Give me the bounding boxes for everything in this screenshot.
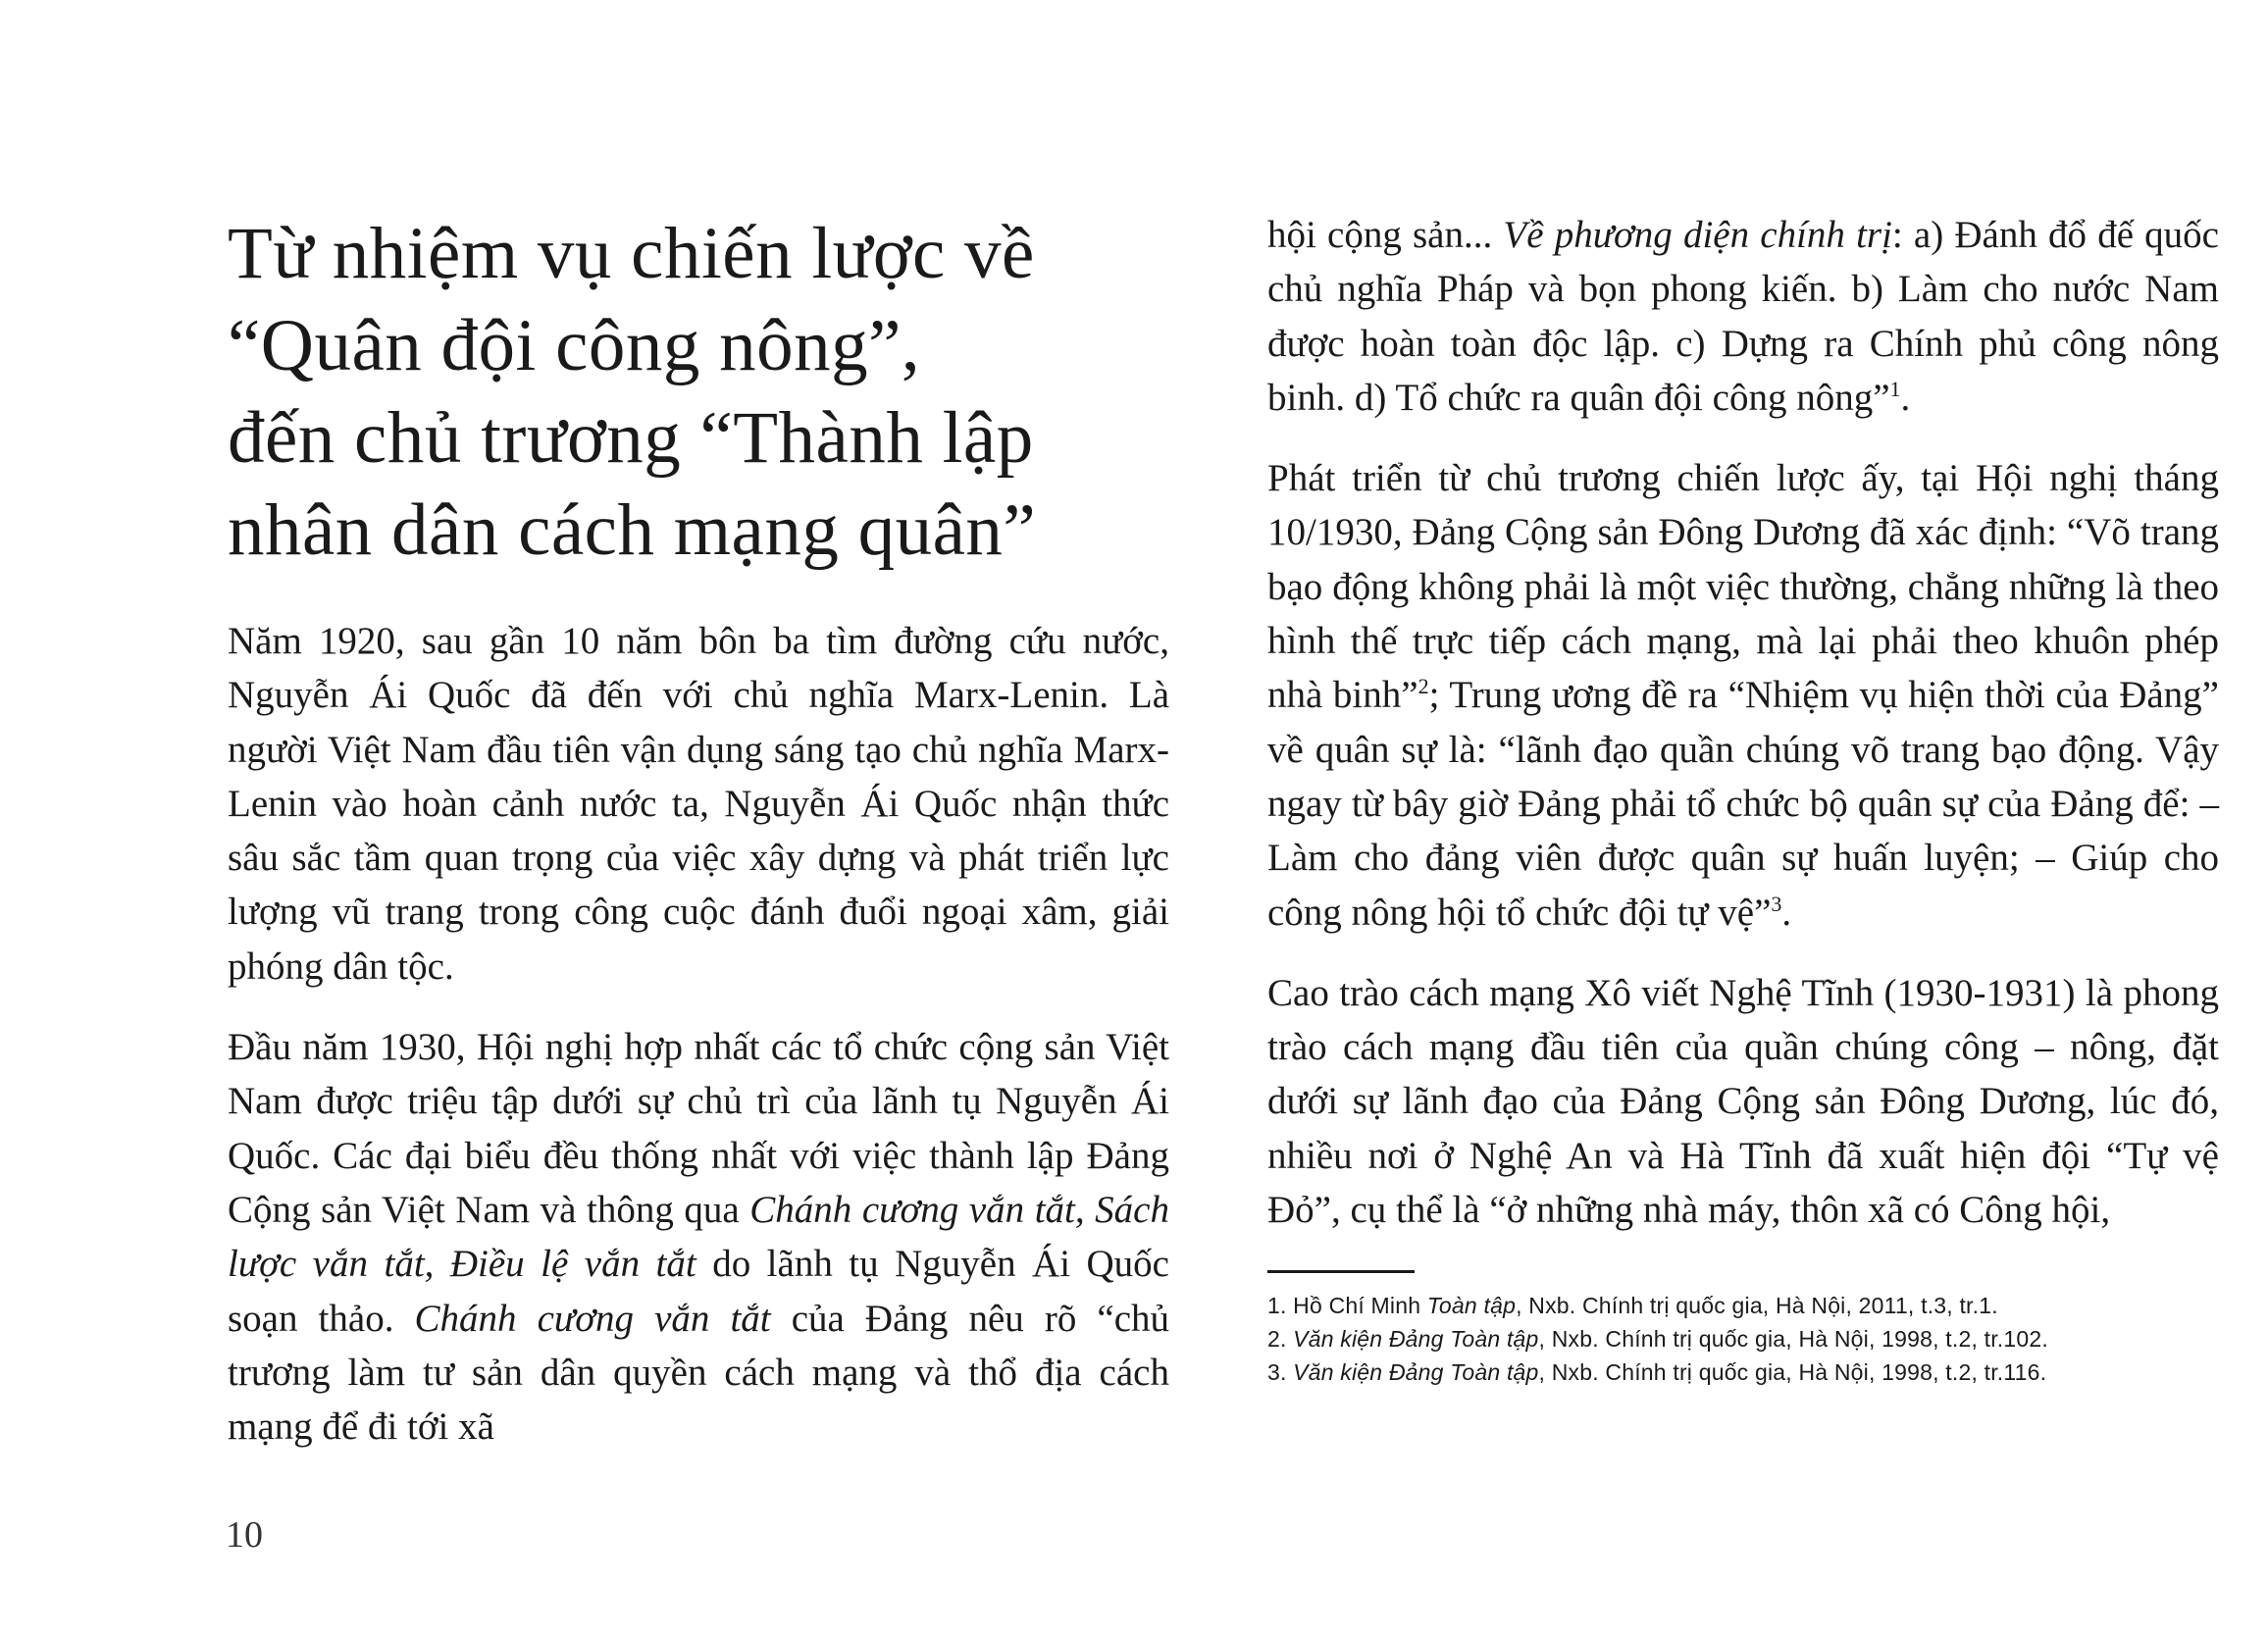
italic-title: Chánh cương vắn tắt [414, 1297, 771, 1340]
right-column [1267, 208, 2219, 1389]
text-run: do lãnh tụ Nguyễn Ái Quốc soạn thảo. [228, 1243, 1169, 1340]
italic-phrase: Về phương diện chính trị [1503, 214, 1892, 256]
footnote-title: Toàn tập [1426, 1293, 1517, 1319]
text-run: Phát triển từ chủ trương chiến lược ấy, tại Hội nghị tháng 10/1930, Đảng Cộng sản Đông Dương đã xác định: “Võ trang bạo động không phải là một việc thường, chẳng những là theo hình thế trực tiếp cách mạng, mà lại phải theo khuôn phép nhà binh” [1267, 457, 2219, 717]
text-run: hội cộng sản... [1267, 214, 1504, 256]
footnote-title: Văn kiện Đảng Toàn tập [1293, 1326, 1539, 1353]
heading-line: đến chủ trương “Thành lập [228, 397, 1034, 479]
footnote-number: 2. [1267, 1326, 1294, 1353]
footnote-ref: 2 [1418, 674, 1429, 699]
paragraph: Năm 1920, sau gần 10 năm bôn ba tìm đường cứu nước, Nguyễn Ái Quốc đã đến với chủ nghĩa Marx-Lenin. Là người Việt Nam đầu tiên vận dụng sáng tạo chủ nghĩa Marx-Lenin vào hoàn cảnh nước ta, Nguyễn Ái Quốc nhận thức sâu sắc tầm quan trọng của việc xây dựng và phát triển lực lượng vũ trang trong công cuộc đánh đuổi ngoại xâm, giải phóng dân tộc. [228, 620, 1169, 988]
paragraph [1267, 451, 2219, 940]
text-run: . [1900, 376, 1911, 419]
footnote [1267, 1289, 2219, 1322]
heading-line: Từ nhiệm vụ chiến lược về [228, 213, 1035, 294]
footnote-number: 1. [1267, 1293, 1294, 1319]
footnote-source: , Nxb. Chính trị quốc gia, Hà Nội, 1998, t.2, tr.102. [1538, 1326, 2048, 1353]
footnote-ref: 3 [1771, 891, 1782, 916]
text-run: của Đảng nêu rõ “chủ trương làm tư sản dân quyền cách mạng và thổ địa cách mạng để đi tới xã [228, 1297, 1170, 1449]
paragraph: Cao trào cách mạng Xô viết Nghệ Tĩnh (1930-1931) là phong trào cách mạng đầu tiên của quần chúng công – nông, đặt dưới sự lãnh đạo của Đảng Cộng sản Đông Dương, lúc đó, nhiều nơi ở Nghệ An và Hà Tĩnh đã xuất hiện đội “Tự vệ Đỏ”, cụ thể là “ở những nhà máy, thôn xã có Công hội, [1267, 971, 2219, 1232]
left-column [228, 208, 1169, 1454]
footnote-number: 3. [1267, 1359, 1294, 1386]
text-run: : a) Đánh đổ đế quốc chủ nghĩa Pháp và bọn phong kiến. b) Làm cho nước Nam được hoàn toàn độc lập. c) Dựng ra Chính phủ công nông binh. d) Tổ chức ra quân đội công nông” [1267, 214, 2219, 419]
footnote-author: Hồ Chí Minh [1293, 1293, 1427, 1319]
text-run: ; Trung ương đề ra “Nhiệm vụ hiện thời của Đảng” về quân sự là: “lãnh đạo quần chúng võ trang bạo động. Vậy ngay từ bây giờ Đảng phải tổ chức bộ quân sự của Đảng để: – Làm cho đảng viên được quân sự huấn luyện; – Giúp cho công nông hội tổ chức đội tự vệ” [1267, 674, 2219, 934]
text-run: . [1781, 891, 1792, 934]
paragraph [1267, 208, 2219, 425]
footnote-ref: 1 [1889, 376, 1901, 401]
footnote [1267, 1322, 2219, 1355]
heading-line: “Quân đội công nông”, [228, 305, 921, 386]
footnote-divider [1267, 1270, 1415, 1273]
footnote-source: , Nxb. Chính trị quốc gia, Hà Nội, 2011, t.3, tr.1. [1516, 1293, 1998, 1319]
footnote [1267, 1355, 2219, 1389]
footnotes [1267, 1289, 2219, 1389]
page-number: 10 [226, 1514, 263, 1556]
footnote-title: Văn kiện Đảng Toàn tập [1293, 1359, 1539, 1386]
section-heading [228, 208, 1169, 577]
paragraph [228, 1020, 1169, 1454]
heading-line: nhân dân cách mạng quân” [228, 489, 1037, 571]
footnote-source: , Nxb. Chính trị quốc gia, Hà Nội, 1998, t.2, tr.116. [1538, 1359, 2047, 1386]
text-run: Đầu năm 1930, Hội nghị hợp nhất các tổ chức cộng sản Việt Nam được triệu tập dưới sự chủ trì của lãnh tụ Nguyễn Ái Quốc. Các đại biểu đều thống nhất với việc thành lập Đảng Cộng sản Việt Nam và thông qua [228, 1026, 1169, 1231]
italic-title: Chánh cương vắn tắt, Sách lược vắn tắt, Điều lệ vắn tắt [228, 1188, 1169, 1286]
